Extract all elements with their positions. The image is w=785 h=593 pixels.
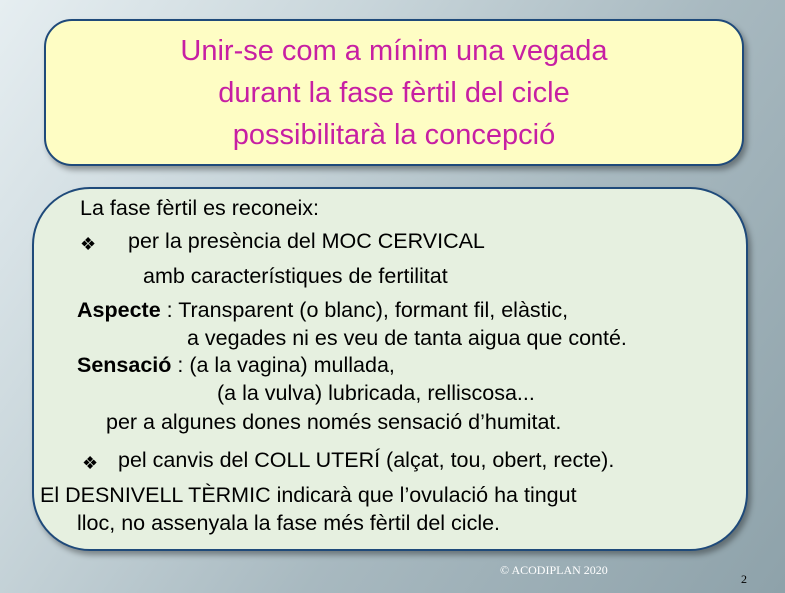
intro-text: La fase fèrtil es reconeix: <box>80 196 320 220</box>
sensacio-line <box>77 352 395 378</box>
bullet2-text: pel canvis del COLL UTERÍ (alçat, tou, obert, recte). <box>118 448 615 472</box>
aspecte-line2: a vegades ni es veu de tanta aigua que conté. <box>187 326 627 350</box>
sensacio-text: : (a la vagina) mullada, <box>171 353 395 377</box>
bullet-icon: ❖ <box>80 234 97 254</box>
aspecte-text: : Transparent (o blanc), formant fil, elàstic, <box>160 298 569 322</box>
title-box <box>44 19 744 166</box>
desnivell-line2: lloc, no assenyala la fase més fèrtil del cicle. <box>77 511 501 535</box>
title-line-2: durant la fase fèrtil del cicle <box>218 76 570 109</box>
bullet1-line2: amb característiques de fertilitat <box>143 264 448 288</box>
sensacio-label: Sensació <box>77 353 172 377</box>
bullet1-line1: per la presència del MOC CERVICAL <box>128 229 485 253</box>
copyright-footer: © ACODIPLAN 2020 <box>500 563 608 577</box>
aspecte-label: Aspecte <box>77 298 161 322</box>
desnivell-line1: El DESNIVELL TÈRMIC indicarà que l’ovulació ha tingut <box>40 483 577 507</box>
page-number: 2 <box>741 572 747 586</box>
bullet2-icon: ❖ <box>82 453 99 473</box>
aspecte-line <box>77 297 568 323</box>
title-line-3: possibilitarà la concepció <box>232 118 556 151</box>
title-line-1: Unir-se com a mínim una vegada <box>180 34 608 67</box>
sensacio-line2: (a la vulva) lubricada, relliscosa... <box>217 381 535 405</box>
sensacio-line3: per a algunes dones només sensació d’humitat. <box>106 410 562 434</box>
